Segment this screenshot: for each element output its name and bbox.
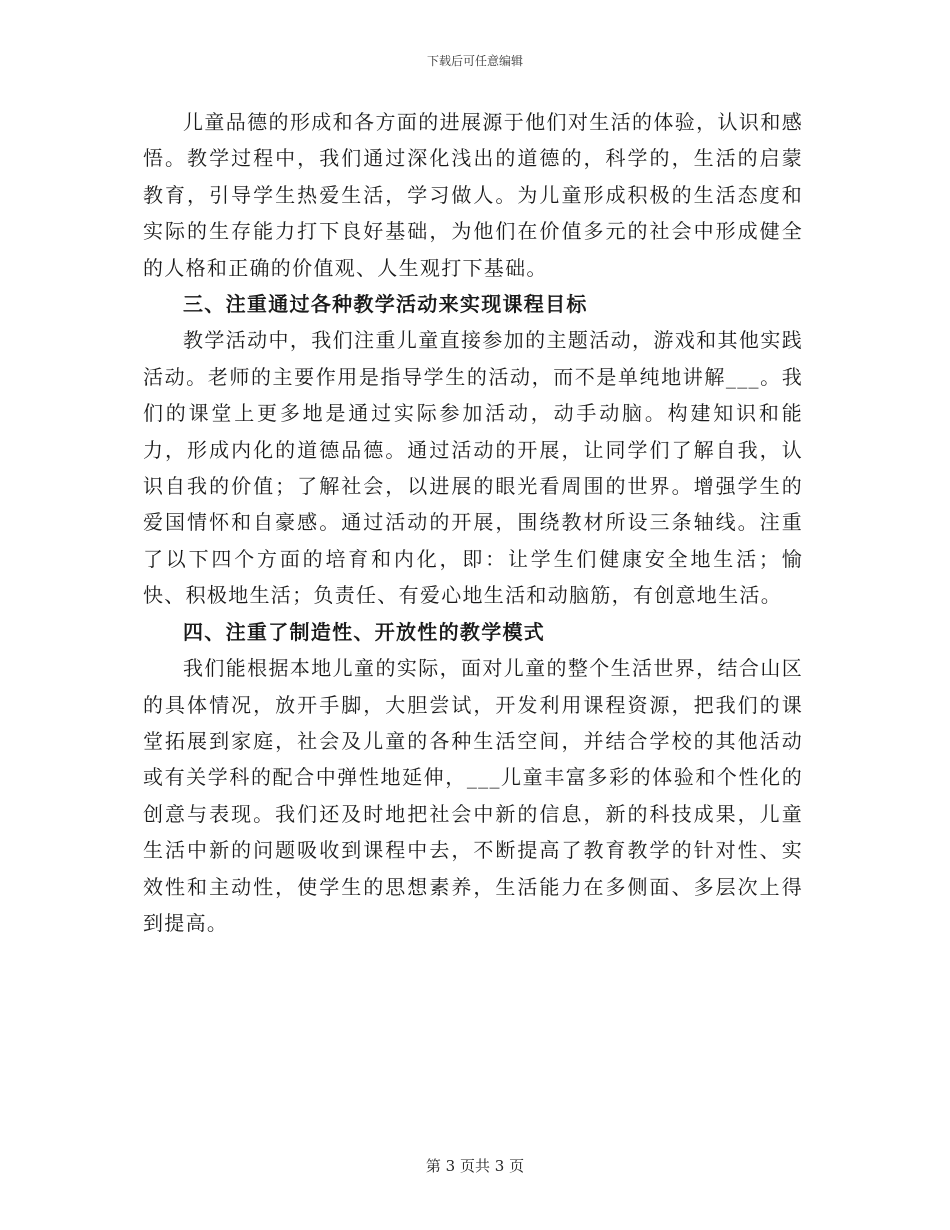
page-header: 下载后可任意编辑: [426, 54, 523, 68]
section-heading: 三、注重通过各种教学活动来实现课程目标: [183, 292, 588, 317]
section-heading: 四、注重了制造性、开放性的教学模式: [183, 619, 546, 644]
page-number: 第 3 页共 3 页: [425, 1157, 525, 1175]
body-paragraph: 我们能根据本地儿童的实际，面对儿童的整个生活世界，结合山区的具体情况，放开手脚，大胆尝试，开发利用课程资源，把我们的课堂拓展到家庭，社会及儿童的各种生活空间，并结合学校的其他活动或有关学科的配合中弹性地延伸，___儿童丰富多彩的体验和个性化的创意与表现。我们还及时地把社会中新的信息，新的科技成果，儿童生活中新的问题吸收到课程中去，不断提高了教育教学的针对性、实效性和主动性，使学生的思想素养，生活能力在多侧面、多层次上得到提高。: [143, 656, 803, 935]
document-body: [143, 104, 803, 941]
body-paragraph: 儿童品德的形成和各方面的进展源于他们对生活的体验，认识和感悟。教学过程中，我们通过深化浅出的道德的，科学的，生活的启蒙教育，引导学生热爱生活，学习做人。为儿童形成积极的生活态度和实际的生存能力打下良好基础，为他们在价值多元的社会中形成健全的人格和正确的价值观、人生观打下基础。: [143, 110, 803, 280]
body-paragraph: 教学活动中，我们注重儿童直接参加的主题活动，游戏和其他实践活动。老师的主要作用是指导学生的活动，而不是单纯地讲解___。我们的课堂上更多地是通过实际参加活动，动手动脑。构建知识和能力，形成内化的道德品德。通过活动的开展，让同学们了解自我，认识自我的价值；了解社会，以进展的眼光看周围的世界。增强学生的爱国情怀和自豪感。通过活动的开展，围绕教材所设三条轴线。注重了以下四个方面的培育和内化，即：让学生们健康安全地生活；愉快、积极地生活；负责任、有爱心地生活和动脑筋，有创意地生活。: [143, 328, 803, 608]
